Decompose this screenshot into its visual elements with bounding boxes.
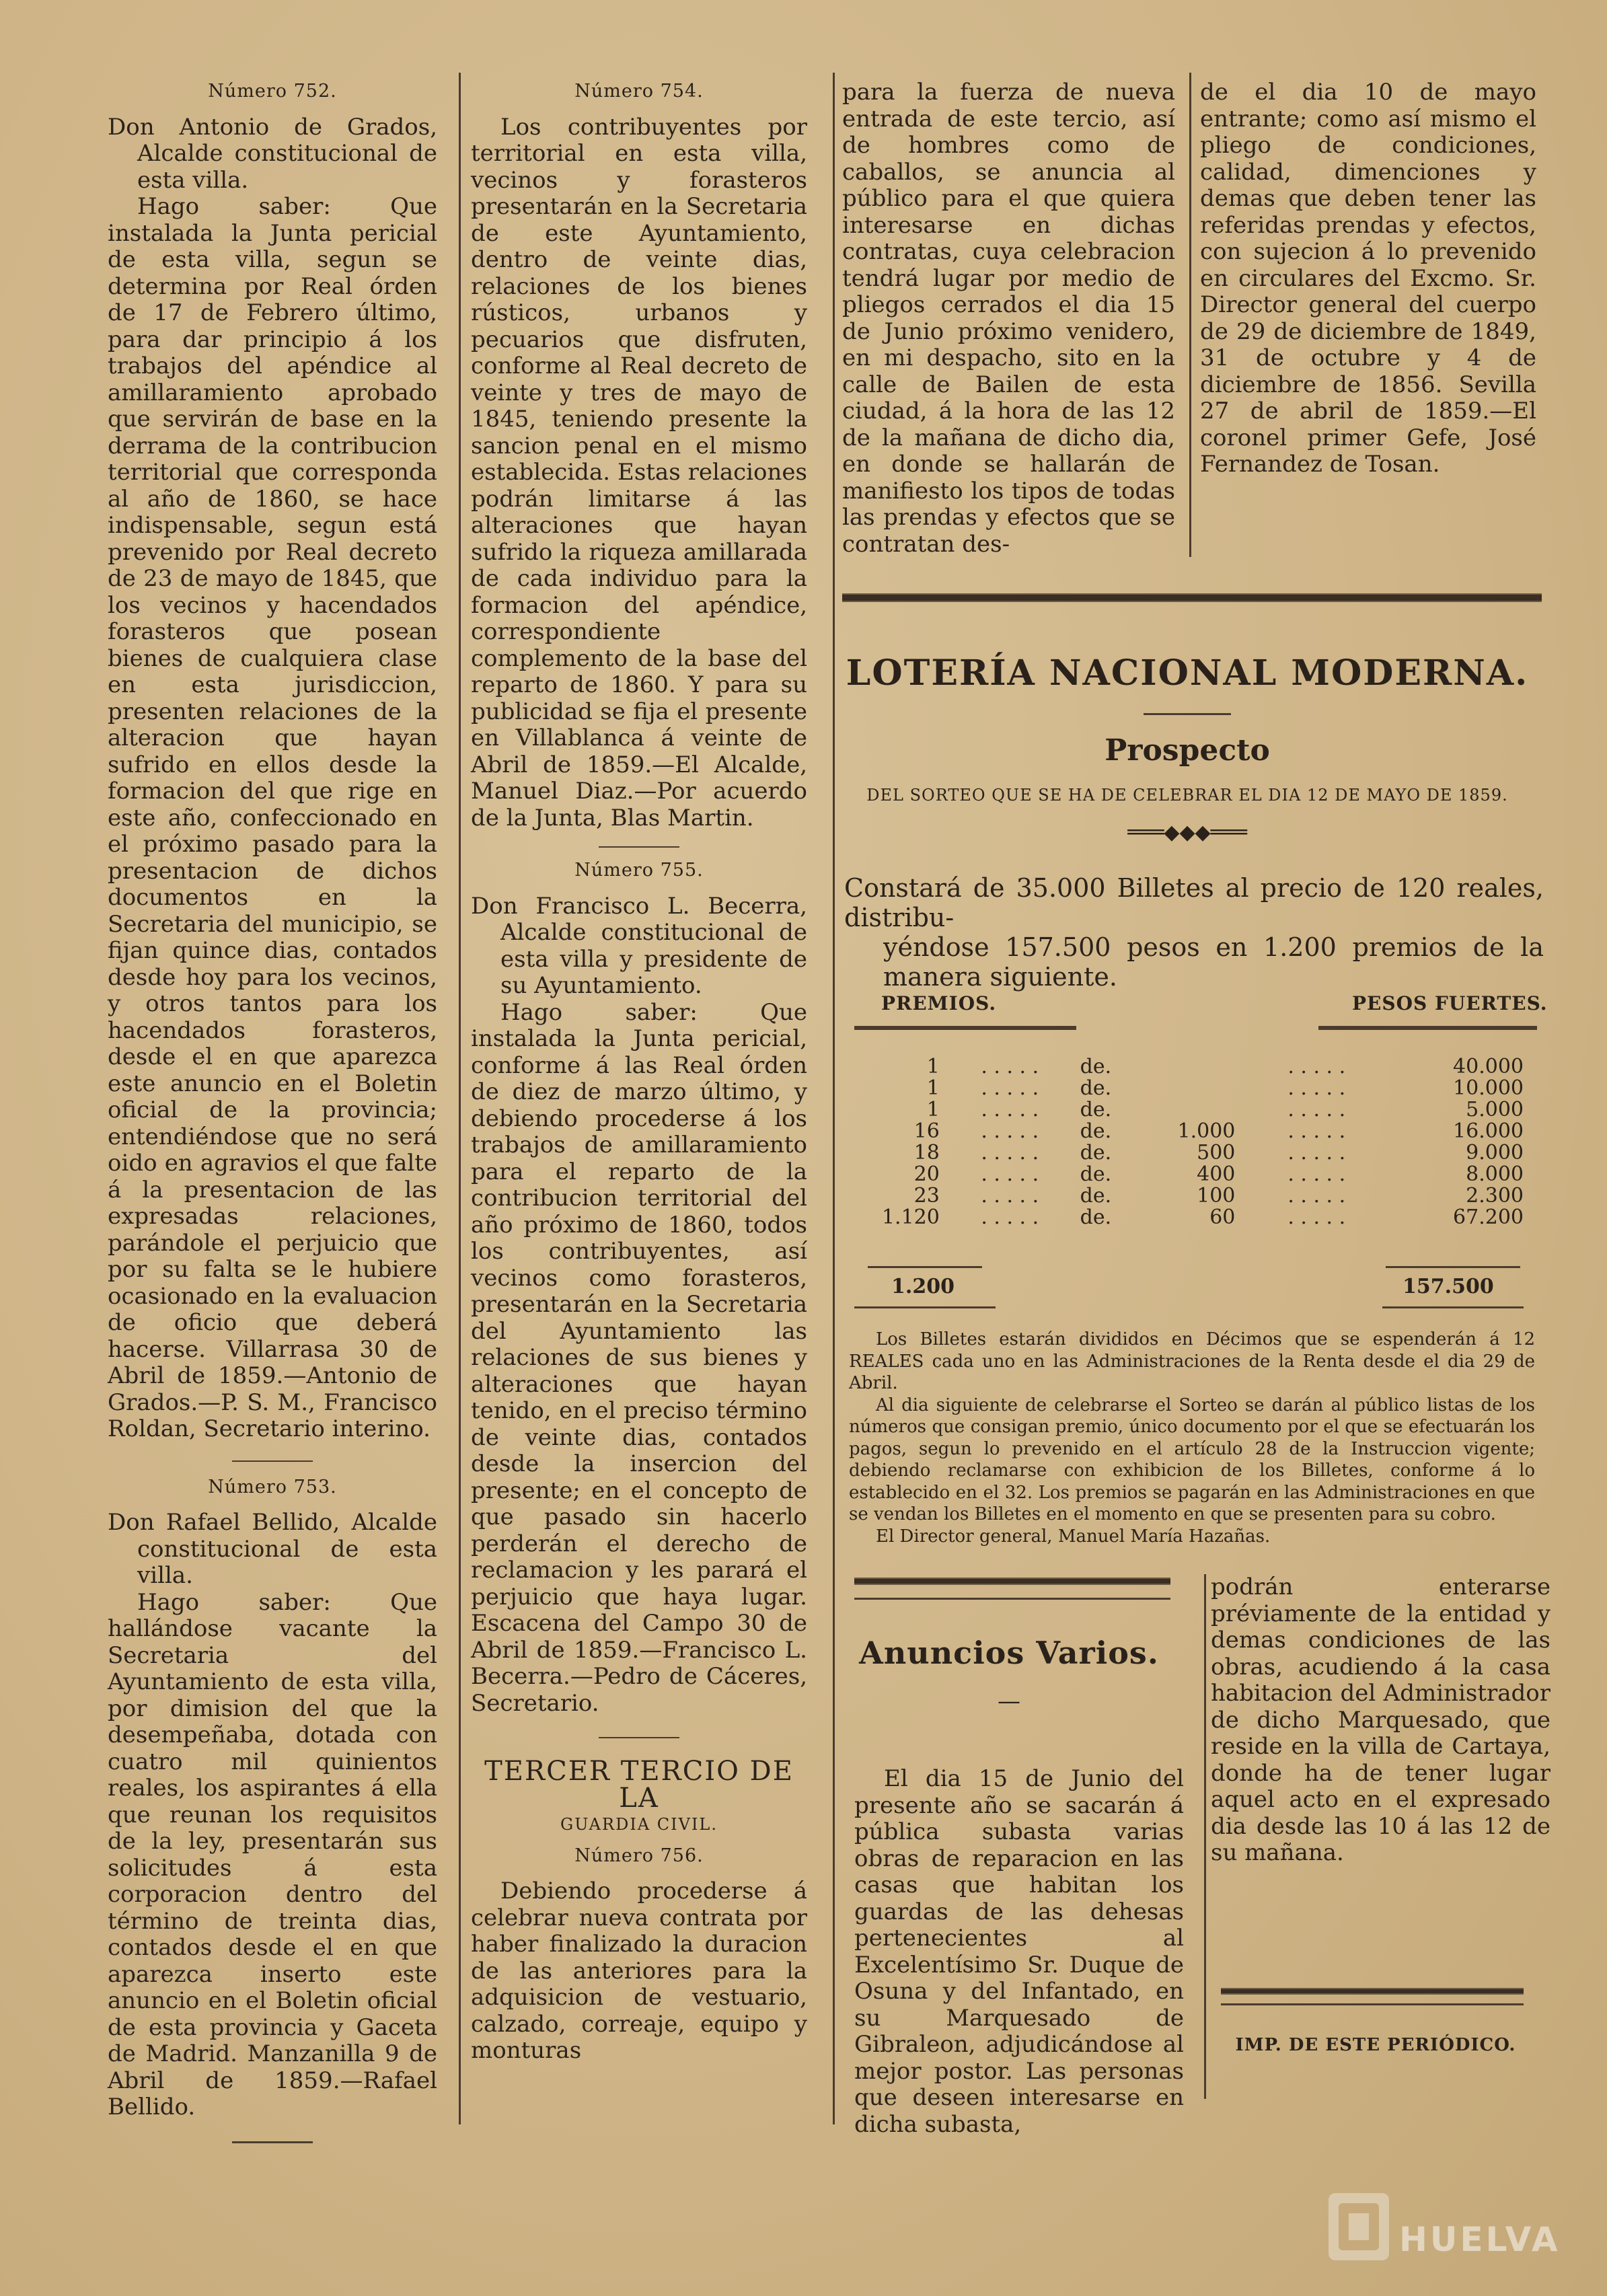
dot-leader: . . . . . xyxy=(1287,1184,1346,1208)
notice-753-body: Hago saber: Que hallándose vacante la Secretaria del Ayuntamiento de esta villa, por dimision del que la desempeñaba, dotada con cuatro mil quinientos reales, los aspirantes á ella que reunan los requisitos de la ley, presentarán sus solicitudes á esta corporacion dentro del término de treinta dias, contados desde el en que aparezca inserto este anuncio en el Boletin oficial de esta provincia y Gaceta de Madrid. Manzanilla 9 de Abril de 1859.—Rafael Bellido. xyxy=(108,1588,437,2120)
prize-de: de. xyxy=(1080,1141,1112,1164)
notice-756-body-part-3: de el dia 10 de mayo entrante; como así mismo el pliego de condiciones, calidad, dimenciones y demas que deben tener las referidas prendas y efectos, con sujecion á lo prevenido en circulares del Excmo. Sr. Director general del cuerpo de 29 de diciembre de 1849, 31 de octubre y 4 de diciembre de 1856. Sevilla 27 de abril de 1859.—El coronel primer Gefe, José Fernandez de Tosan. xyxy=(1200,79,1536,478)
lottery-prospectus-heading: Prospecto xyxy=(1105,733,1270,768)
lottery-note-director: El Director general, Manuel María Hazañas. xyxy=(876,1526,1271,1547)
prize-count: 18 xyxy=(913,1141,940,1164)
lottery-intro xyxy=(844,873,1544,992)
notice-755-body: Hago saber: Que instalada la Junta pericial, conforme á las Real órden de diez de marzo último, y debiendo procederse á los trabajos de amillaramiento para el reparto de la contribucion territorial del año próximo de 1860, todos los contribuyentes, así vecinos como forasteros, presentarán en la Secretaria del Ayuntamiento las relaciones de sus bienes y alteraciones que hayan tenido, en el preciso término de veinte dias, contados desde la insercion del presente; en el concepto de que pasado sin hacerlo perderán el derecho de reclamacion y les parará el perjuicio que haya lugar. Escacena del Campo 30 de Abril de 1859.—Francisco L. Becerra.—Pedro de Cáceres, Secretario. xyxy=(471,998,807,1717)
anuncio-subasta-part-2: podrán enterarse préviamente de la entidad y demas condiciones de las obras, acudiendo á la casa habitacion del Administrador de dicho Marquesado, que reside en la villa de Cartaya, donde ha de tener lugar aquel acto en el expresado dia desde las 10 á las 12 de su mañana. xyxy=(1211,1573,1550,1866)
prize-unit-value: 400 xyxy=(1197,1162,1236,1186)
prize-total: 8.000 xyxy=(1466,1162,1524,1186)
dot-leader: . . . . . xyxy=(981,1206,1039,1229)
notice-number-754: Número 754. xyxy=(574,81,704,102)
prize-unit-value: 500 xyxy=(1197,1141,1236,1164)
ornament-divider-icon: ═══◆◆◆═══ xyxy=(1127,821,1247,844)
anuncios-varios-heading: Anuncios Varios. xyxy=(859,1635,1159,1671)
dot-leader: . . . . . xyxy=(981,1184,1039,1208)
seal-watermark-text: HUELVA xyxy=(1399,2220,1561,2259)
prize-table xyxy=(851,1056,1524,1228)
prize-de: de. xyxy=(1080,1119,1112,1143)
notice-number-756: Número 756. xyxy=(574,1845,704,1866)
notice-number-753: Número 753. xyxy=(208,1476,337,1497)
anuncios-dash: — xyxy=(998,1688,1020,1715)
separator-rule xyxy=(232,2141,313,2143)
dot-leader: . . . . . xyxy=(981,1055,1039,1078)
notice-number-752: Número 752. xyxy=(208,81,337,102)
anuncio-subasta-part-1: El dia 15 de Junio del presente año se sacarán á pública subasta varias obras de reparacion en las casas que habitan los guardas de las dehesas pertenecientes al Excelentísimo Sr. Duque de Osuna y del Infantado, en su Marquesado de Gibraleon, adjudicándose al mejor postor. Las personas que deseen interesarse en dicha subasta, xyxy=(854,1765,1184,2138)
prize-count: 23 xyxy=(913,1184,940,1208)
separator-rule xyxy=(232,1460,313,1462)
prize-de: de. xyxy=(1080,1076,1112,1100)
prize-total: 16.000 xyxy=(1453,1119,1524,1143)
guardia-civil-subheading: GUARDIA CIVIL. xyxy=(560,1815,718,1834)
table-row xyxy=(851,1207,1524,1228)
lottery-notes xyxy=(849,1329,1535,1547)
prize-total: 2.300 xyxy=(1466,1184,1524,1208)
dot-leader: . . . . . xyxy=(981,1162,1039,1186)
guardia-civil-heading: TERCER TERCIO DE LA xyxy=(484,1756,794,1814)
prize-de: de. xyxy=(1080,1184,1112,1208)
lottery-intro-line-2: yéndose 157.500 pesos en 1.200 premios de la manera siguiente. xyxy=(883,932,1544,992)
dot-leader: . . . . . xyxy=(981,1141,1039,1164)
prize-de: de. xyxy=(1080,1162,1112,1186)
prize-unit-value xyxy=(1139,1078,1236,1099)
prize-unit-value xyxy=(1139,1056,1236,1078)
total-premios: 1.200 xyxy=(891,1275,955,1298)
dot-leader: . . . . . xyxy=(981,1076,1039,1100)
table-row xyxy=(851,1164,1524,1185)
column-3 xyxy=(842,79,1175,558)
total-pesos: 157.500 xyxy=(1403,1275,1494,1298)
prize-total: 40.000 xyxy=(1453,1055,1524,1078)
prize-unit-value: 1.000 xyxy=(1177,1119,1236,1143)
table-total-rule xyxy=(854,1306,996,1308)
prize-count: 1 xyxy=(926,1076,940,1100)
prize-unit-value: 100 xyxy=(1197,1184,1236,1208)
dot-leader: . . . . . xyxy=(1287,1076,1346,1100)
notice-756-body-part-1: Debiendo procederse á celebrar nueva contrata por haber finalizado la duracion de las anteriores para la adquisicion de vestuario, calzado, correaje, equipo y monturas xyxy=(471,1878,807,2064)
prize-total: 67.200 xyxy=(1453,1206,1524,1229)
anuncios-column-left xyxy=(854,1766,1184,2138)
column-1 xyxy=(108,74,437,2143)
lottery-title: LOTERÍA NACIONAL MODERNA. xyxy=(846,653,1529,694)
prize-count: 1.120 xyxy=(881,1206,940,1229)
lottery-intro-line-1: Constará de 35.000 Billetes al precio de 120 reales, distribu- xyxy=(844,873,1544,932)
lottery-note-decimos: Los Billetes estarán divididos en Décimos que se espenderán á 12 REALES cada uno en las Administraciones de la Renta desde el dia 29 de Abril. xyxy=(849,1329,1535,1393)
notice-number-755: Número 755. xyxy=(574,860,704,881)
separator-rule xyxy=(599,1737,679,1738)
notice-756-body-part-2: para la fuerza de nueva entrada de este tercio, así de hombres como de caballos, se anuncia al público para el que quiera interesarse en dichas contratas, cuya celebracion tendrá lugar por medio de pliegos cerrados el dia 15 de Junio próximo venidero, en mi despacho, sito en la calle de Bailen de esta ciudad, á la hora de las 12 de la mañana de dicho dia, en donde se hallarán de manifiesto los tipos de todas las prendas y efectos que se contratan des- xyxy=(842,79,1175,558)
table-row xyxy=(851,1185,1524,1207)
lottery-note-pagos: Al dia siguiente de celebrarse el Sorteo se darán al público listas de los números que consigan premio, único documento por el que se efectuarán los pagos, segun lo prevenido en el artículo 28 de la Instruccion vigente; debiendo reclamarse con exhibicion de los Billetes, conforme á lo establecido en el 32. Los premios se pagarán en las Administraciones en que se vendan los Billetes en el momento en que se presenten para su cobro. xyxy=(849,1395,1535,1524)
prize-total: 9.000 xyxy=(1466,1141,1524,1164)
table-header-rule xyxy=(854,1026,1076,1030)
table-total-rule xyxy=(1382,1306,1524,1308)
prize-unit-value xyxy=(1139,1099,1236,1121)
table-row xyxy=(851,1099,1524,1121)
column-rule xyxy=(1189,73,1191,557)
prize-count: 16 xyxy=(913,1119,940,1143)
dot-leader: . . . . . xyxy=(1287,1119,1346,1143)
section-rule xyxy=(1221,1988,1524,1995)
column-rule xyxy=(459,73,461,2124)
prize-unit-value: 60 xyxy=(1209,1206,1236,1229)
prize-count: 20 xyxy=(913,1162,940,1186)
prize-count: 1 xyxy=(926,1055,940,1078)
dot-leader: . . . . . xyxy=(1287,1098,1346,1121)
notice-754-body: Los contribuyentes por territorial en esta villa, vecinos y forasteros presentarán en la Secretaria de este Ayuntamiento, dentro de veinte dias, relaciones de los bienes rústicos, urbanos y pecuarios que disfruten, conforme al Real decreto de veinte y tres de mayo de 1845, teniendo presente la sancion penal en el mismo establecida. Estas relaciones podrán limitarse á las alteraciones que hayan sufrido la riqueza amillarada de cada individuo para la formacion del apéndice, correspondiente complemento de la base del reparto de 1860. Y para su publicidad se fija el presente en Villablanca á veinte de Abril de 1859.—El Alcalde, Manuel Diaz.—Por acuerdo de la Junta, Blas Martin. xyxy=(471,113,807,831)
dot-leader: . . . . . xyxy=(981,1119,1039,1143)
table-row xyxy=(851,1056,1524,1078)
prize-de: de. xyxy=(1080,1206,1112,1229)
prize-count: 1 xyxy=(926,1098,940,1121)
prize-total: 5.000 xyxy=(1466,1098,1524,1121)
dot-leader: . . . . . xyxy=(1287,1141,1346,1164)
column-2 xyxy=(471,74,807,2065)
dot-leader: . . . . . xyxy=(1287,1055,1346,1078)
dot-leader: . . . . . xyxy=(981,1098,1039,1121)
section-rule xyxy=(854,1598,1170,1600)
table-header-premios: PREMIOS. xyxy=(881,992,997,1014)
lottery-draw-date: DEL SORTEO QUE SE HA DE CELEBRAR EL DIA 12 DE MAYO DE 1859. xyxy=(866,786,1508,805)
separator-rule xyxy=(599,846,679,848)
dot-leader: . . . . . xyxy=(1287,1162,1346,1186)
section-rule xyxy=(854,1578,1170,1585)
section-rule xyxy=(842,593,1542,602)
prize-total: 10.000 xyxy=(1453,1076,1524,1100)
anuncios-column-right xyxy=(1211,1574,1550,1867)
notice-752-body: Hago saber: Que instalada la Junta pericial de esta villa, segun se determina por Real órden de 17 de Febrero último, para dar principio á los trabajos del apéndice al amillaramiento aprobado que servirán de base en la derrama de la contribucion territorial que corresponda al año de 1860, se hace indispensable, segun está prevenido por Real decreto de 23 de mayo de 1845, que los vecinos y hacendados forasteros que posean bienes de cualquiera clase en esta jurisdiccion, presenten relaciones de la alteracion que hayan sufrido en ellos desde la formacion del que rige en este año, confeccionado en el próximo pasado para la presentacion de dichos documentos en la Secretaria del municipio, se fijan quince dias, contados desde hoy para los vecinos, y otros tantos para los hacendados forasteros, desde el en que aparezca este anuncio en el Boletin oficial de la provincia; entendiéndose que no será oido en agravios el que falte á la presentacion de las expresadas relaciones, parándole el perjuicio que por su falta se le hubiere ocasionado en la evaluacion de oficio que deberá hacerse. Villarrasa 30 de Abril de 1859.—Antonio de Grados.—P. S. M., Francisco Roldan, Secretario interino. xyxy=(108,193,437,1442)
title-underline xyxy=(1144,713,1231,715)
table-row xyxy=(851,1121,1524,1142)
table-header-rule xyxy=(1318,1026,1537,1030)
prize-de: de. xyxy=(1080,1055,1112,1078)
table-row xyxy=(851,1078,1524,1099)
table-total-rule xyxy=(1386,1266,1520,1268)
dot-leader: . . . . . xyxy=(1287,1206,1346,1229)
table-row xyxy=(851,1142,1524,1164)
notice-755-heading: Don Francisco L. Becerra, Alcalde constitucional de esta villa y presidente de su Ayuntamiento. xyxy=(471,892,807,999)
column-rule xyxy=(833,73,835,2124)
section-rule xyxy=(1221,2003,1524,2005)
notice-753-heading: Don Rafael Bellido, Alcalde constitucional de esta villa. xyxy=(108,1509,437,1589)
notice-752-heading: Don Antonio de Grados, Alcalde constitucional de esta villa. xyxy=(108,113,437,194)
table-header-pesos: PESOS FUERTES. xyxy=(1352,992,1548,1014)
table-total-rule xyxy=(868,1266,982,1268)
column-rule xyxy=(1204,1574,1206,2099)
imprenta-credit: IMP. DE ESTE PERIÓDICO. xyxy=(1235,2035,1516,2055)
column-4 xyxy=(1200,79,1536,478)
prize-de: de. xyxy=(1080,1098,1112,1121)
